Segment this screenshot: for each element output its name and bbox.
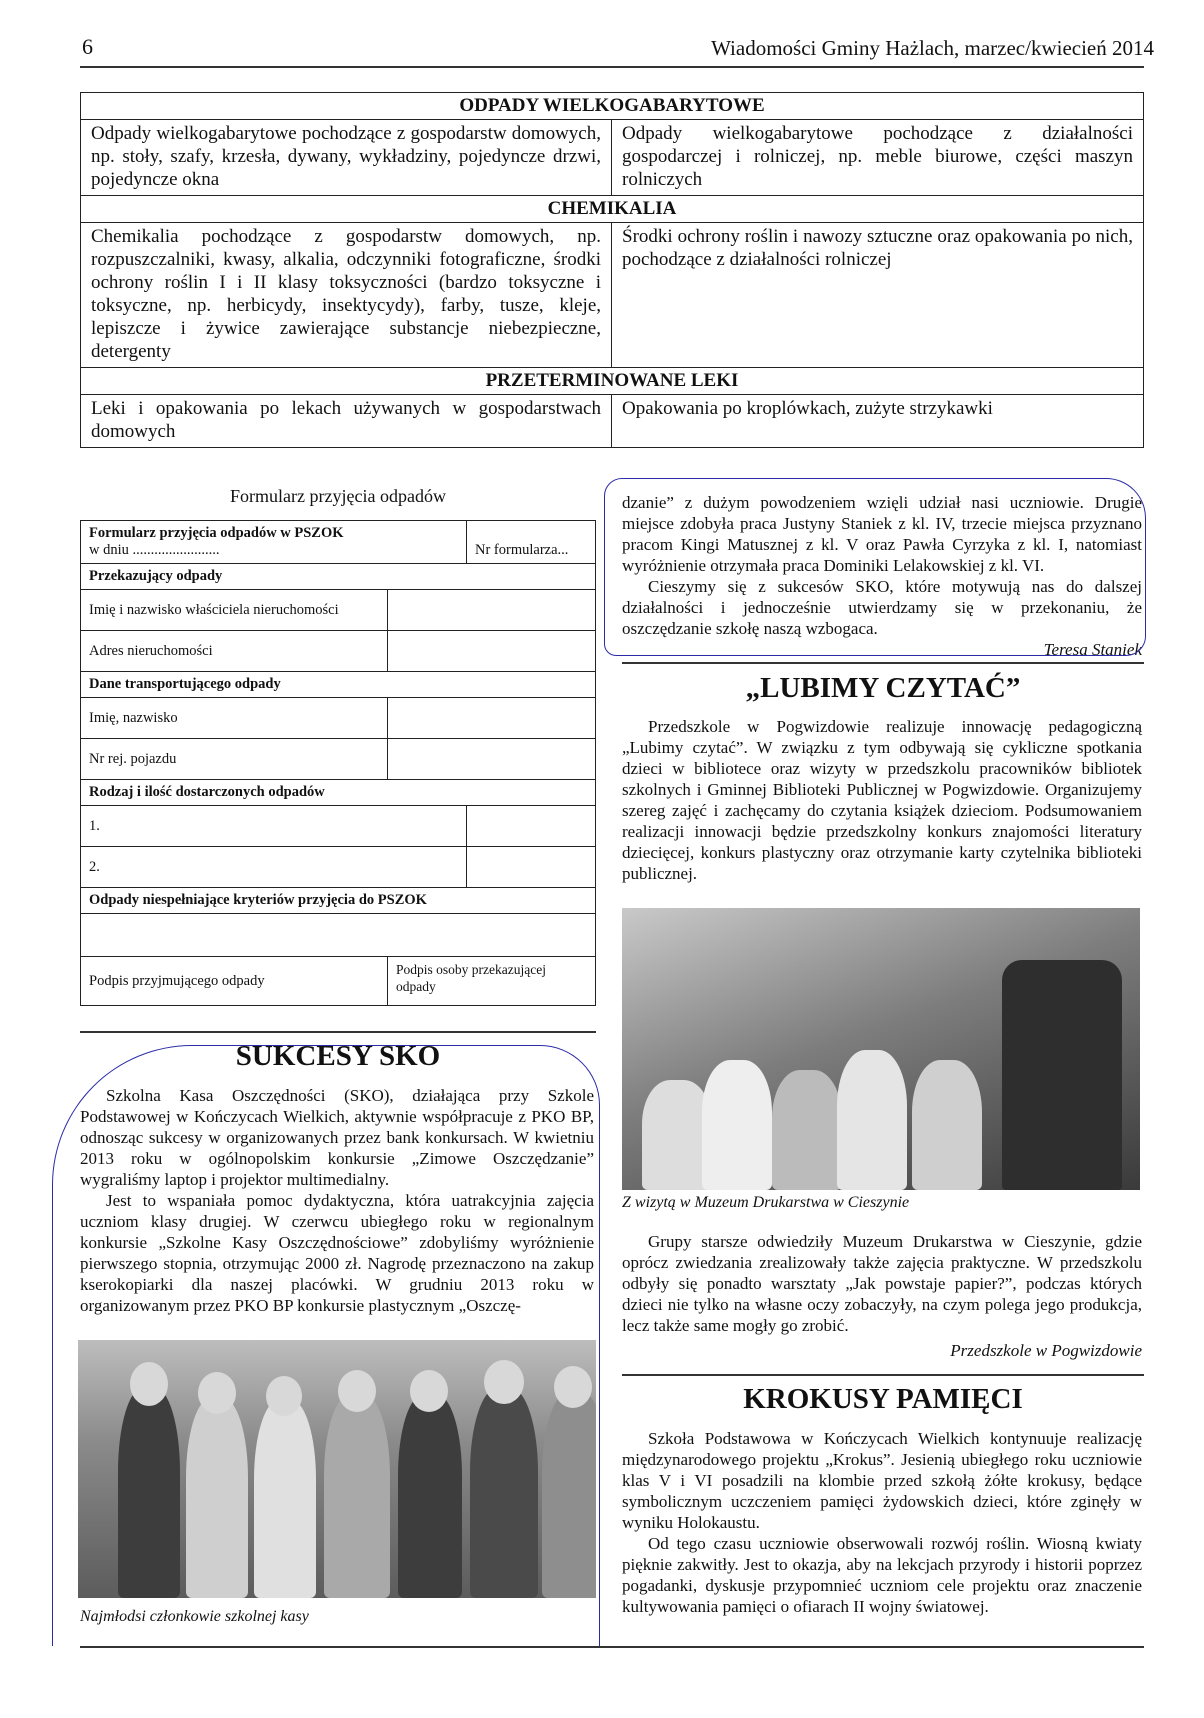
section-title: CHEMIKALIA [81, 196, 1144, 223]
continuation-paragraph-1: dzanie” z dużym powodzeniem wzięli udział nasi uczniowie. Drugie miejsce zdobyła praca Justyny Staniek z kl. IV, trzecie miejsca przyznano pracom Kingi Matusznej z kl. V oraz Pawła Cyrzyka z kl. I, natomiast wyróżnienie otrzymała praca Dominiki Lelakowskiej z kl. VI. [622, 493, 1142, 575]
continuation-signature: Teresa Staniek [1043, 640, 1142, 659]
lubimy-headline: „LUBIMY CZYTAĆ” [745, 672, 1021, 704]
krokusy-paragraph-1: Szkoła Podstawowa w Kończycach Wielkich kontynuuje realizację międzynarodowego projektu „Krokus”. Jesienią ubiegłego roku uczniowie klas V i VI posadzili na klombie przed szkołą żółte krokusy, będące symbolicznym uczczeniem pamięci żydowskich dzieci, które zginęły w wyniku Holokaustu. [622, 1429, 1142, 1532]
sukcesy-paragraph-2: Jest to wspaniała pomoc dydaktyczna, która uatrakcyjnia zajęcia uczniom klasy drugiej. W czerwcu ubiegłego roku w regionalnym konkursie „Szkolne Kasy Oszczędnościowe” zdobyliśmy wyróżnienie pierwszego stopnia, otrzymując 2000 zł. Nagrodę przeznaczono na zakup kserokopiarki dla naszej placówki. W grudniu 2013 roku w organizowanym przez PKO BP konkursie plastycznym „Oszczę- [80, 1191, 594, 1315]
sukcesy-paragraph-1: Szkolna Kasa Oszczędności (SKO), działająca przy Szkole Podstawowej w Kończycach Wielkich, aktywnie współpracuje z PKO BP, odnosząc sukcesy w organizowanych przez bank konkursach. W kwietniu 2013 roku w ogólnopolskim konkursie „Zimowe Oszczędzanie” wygraliśmy laptop i projektor multimedialny. [80, 1086, 594, 1189]
rejected-field [81, 914, 596, 957]
lubimy-body-2 [622, 1231, 1142, 1361]
section-title: PRZETERMINOWANE LEKI [81, 368, 1144, 395]
sko-photo-caption: Najmłodsi członkowie szkolnej kasy [80, 1608, 309, 1625]
form-date: w dniu ........................ [89, 542, 220, 558]
transport-name-field [388, 698, 596, 739]
agricultural-chemicals: Środki ochrony roślin i nawozy sztuczne oraz opakowania po nich, pochodzące z działalności rolniczej [612, 223, 1144, 368]
vehicle-reg-label: Nr rej. pojazdu [81, 739, 388, 780]
waste-row-1-qty [467, 806, 596, 847]
waste-row-1: 1. [81, 806, 467, 847]
krokusy-paragraph-2: Od tego czasu uczniowie obserwowali rozwój roślin. Wiosną kwiaty pięknie zakwitły. Jest to okazja, aby na lekcjach przyrody i historii poprzez pogadanki, dyskusje przypomnieć uczniom cele projektu oraz znaczenie kultywowania pamięci o ofiarach II wojny światowej. [622, 1534, 1142, 1616]
household-chemicals: Chemikalia pochodzące z gospodarstw domowych, np. rozpuszczalniki, kwasy, alkalia, odczynniki fotograficzne, środki ochrony roślin I i II klasy toksyczności (bardzo toksyczne i toksyczne, np. herbicydy, insektycydy), farby, tusze, kleje, lepiszcze i żywice zawierające substancje niebezpieczne, detergenty [81, 223, 612, 368]
form-caption: Formularz przyjęcia odpadów [230, 486, 446, 506]
handwritten-outline [604, 478, 1146, 656]
lubimy-body [622, 716, 1142, 884]
section-title: ODPADY WIELKOGABARYTOWE [81, 93, 1144, 120]
household-bulky-waste: Odpady wielkogabarytowe pochodzące z gospodarstw domowych, np. stoły, szafy, krzesła, dywany, wykładziny, pojedyncze drzwi, pojedyncze okna [81, 120, 612, 196]
form-number: Nr formularza... [467, 521, 596, 564]
page-number: 6 [82, 34, 93, 59]
household-medicines: Leki i opakowania po lekach używanych w gospodarstwach domowych [81, 395, 612, 448]
footer-rule [80, 1646, 1144, 1648]
printing-museum-photo [622, 908, 1140, 1190]
section-rejected: Odpady niespełniające kryteriów przyjęcia do PSZOK [81, 888, 596, 914]
waste-acceptance-form [80, 520, 596, 1006]
vehicle-reg-field [388, 739, 596, 780]
lubimy-signature: Przedszkole w Pogwizdowie [950, 1341, 1142, 1360]
header-rule [80, 66, 1144, 68]
section-transport: Dane transportującego odpady [81, 672, 596, 698]
owner-name-label: Imię i nazwisko właściciela nieruchomości [81, 590, 388, 631]
medical-waste: Opakowania po kroplówkach, zużyte strzykawki [612, 395, 1144, 448]
owner-name-field [388, 590, 596, 631]
waste-categories-table [80, 92, 1144, 448]
lubimy-paragraph-1: Przedszkole w Pogwizdowie realizuje innowację pedagogiczną „Lubimy czytać”. W związku z tym odbywają się cykliczne spotkania dzieci w bibliotece oraz wizyty w przedszkolu pracowników bibliotek szkolnych i Gminnej Biblioteki Publicznej w Pogwizdowie. Organizujemy szereg zajęć i zachęcamy do czytania książek dzieciom. Podsumowaniem realizacji innowacji będzie przedszkolny konkurs znajomości literatury dziecięcej, konkurs plastyczny oraz otrzymanie karty czytelnika biblioteki publicznej. [622, 717, 1142, 883]
transport-name-label: Imię, nazwisko [81, 698, 388, 739]
property-address-label: Adres nieruchomości [81, 631, 388, 672]
publication-title: Wiadomości Gminy Hażlach, marzec/kwiecień 2014 [711, 36, 1154, 60]
section-rule [622, 662, 1144, 664]
form-bottom-rule [80, 1031, 596, 1033]
section-giver: Przekazujący odpady [81, 564, 596, 590]
form-title: Formularz przyjęcia odpadów w PSZOK [89, 525, 344, 541]
museum-photo-caption: Z wizytą w Muzeum Drukarstwa w Cieszynie [622, 1194, 910, 1211]
lubimy-paragraph-2: Grupy starsze odwiedziły Muzeum Drukarstwa w Cieszynie, gdzie oprócz zwiedzania zrealizowały także zajęcia praktyczne. W przedszkolu odbyły się ponadto warsztaty „Jak powstaje papier?”, podczas których dzieci nie tylko na własne oczy zobaczyły, na czym polega jego produkcja, lecz także same mogły go zrobić. [622, 1232, 1142, 1335]
sign-receiver: Podpis przyjmującego odpady [81, 957, 388, 1006]
continuation-paragraph-2: Cieszymy się z sukcesów SKO, które motywują nas do dalszej działalności i jednocześnie utwierdzamy się w przekonaniu, że oszczędzanie szkołę naszą wzbogaca. [622, 577, 1142, 638]
sign-giver: Podpis osoby przekazującej odpady [388, 957, 596, 1006]
waste-row-2: 2. [81, 847, 467, 888]
section-rule [622, 1374, 1144, 1376]
commercial-bulky-waste: Odpady wielkogabarytowe pochodzące z działalności gospodarczej i rolniczej, np. meble biurowe, części maszyn rolniczych [612, 120, 1144, 196]
waste-row-2-qty [467, 847, 596, 888]
property-address-field [388, 631, 596, 672]
handwritten-outline [52, 1045, 600, 1646]
krokusy-body [622, 1428, 1142, 1617]
section-type: Rodzaj i ilość dostarczonych odpadów [81, 780, 596, 806]
sukcesy-headline: SUKCESY SKO [235, 1040, 441, 1072]
krokusy-headline: KROKUSY PAMIĘCI [743, 1383, 1023, 1415]
